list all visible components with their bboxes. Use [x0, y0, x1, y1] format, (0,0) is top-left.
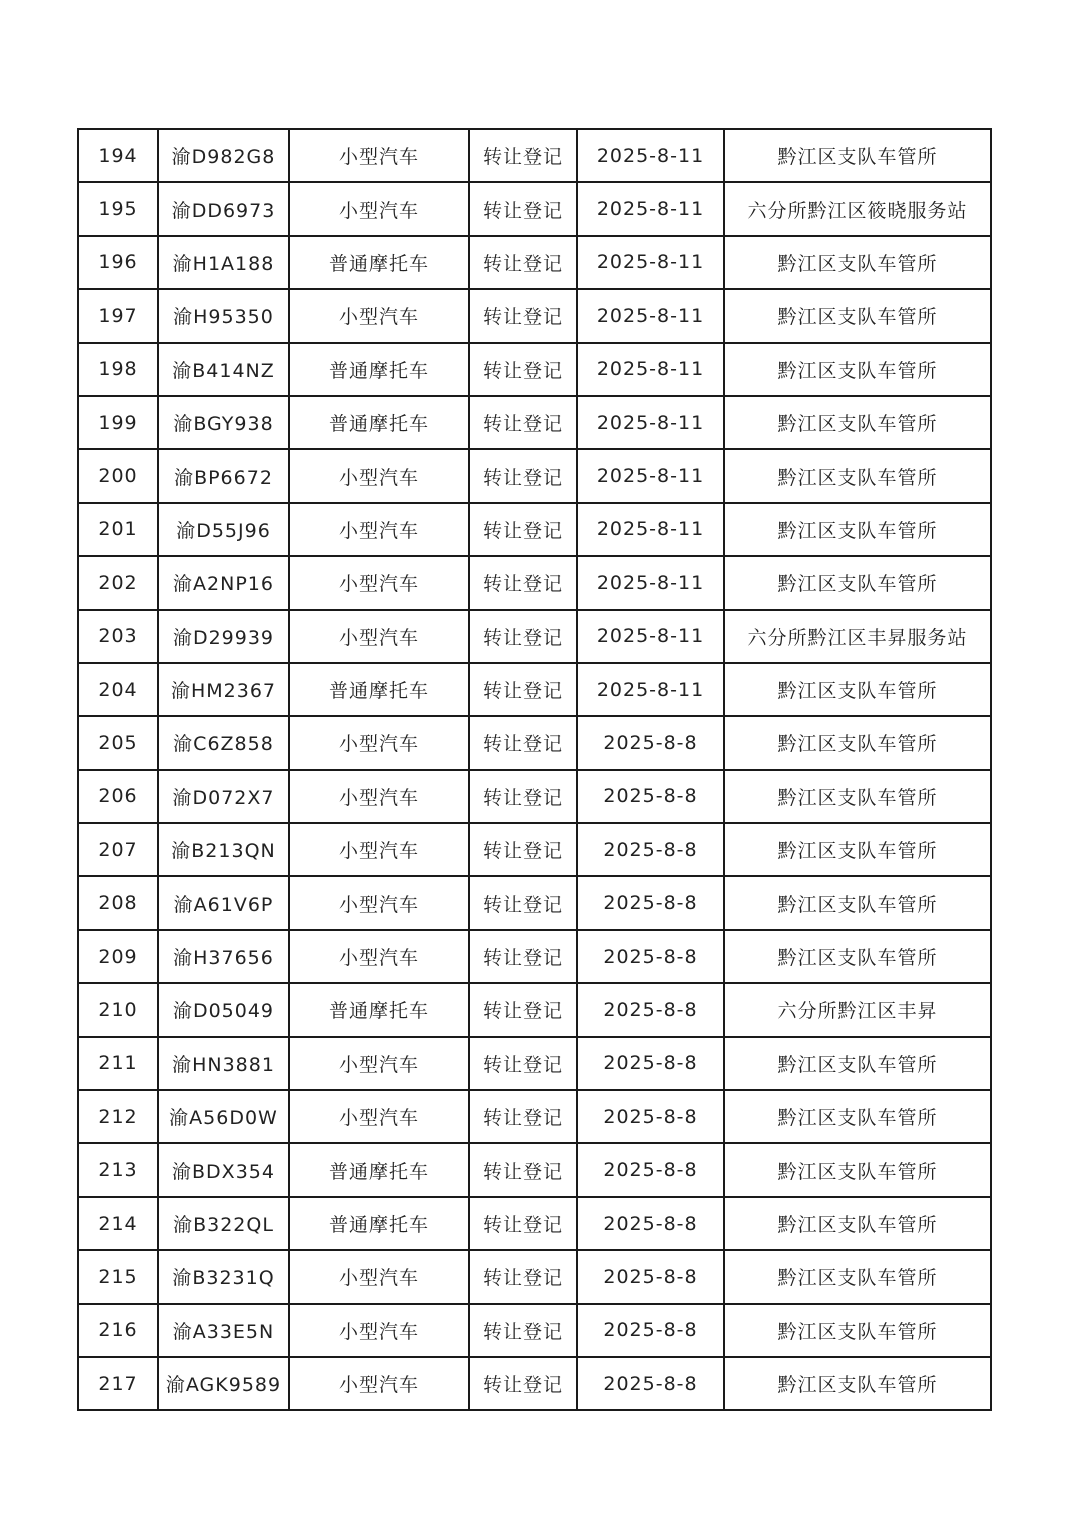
cell-business: 转让登记	[469, 1143, 577, 1196]
table-row	[78, 1197, 991, 1250]
table-body	[78, 129, 991, 1410]
cell-business: 转让登记	[469, 289, 577, 342]
cell-plate: 渝H1A188	[158, 236, 289, 289]
cell-date: 2025-8-8	[577, 876, 724, 929]
cell-plate: 渝A56D0W	[158, 1090, 289, 1143]
cell-date: 2025-8-8	[577, 1304, 724, 1357]
cell-date: 2025-8-8	[577, 823, 724, 876]
cell-business: 转让登记	[469, 876, 577, 929]
cell-date: 2025-8-8	[577, 983, 724, 1036]
table-row	[78, 1250, 991, 1303]
cell-office: 黔江区支队车管所	[724, 236, 991, 289]
cell-date: 2025-8-11	[577, 129, 724, 182]
cell-date: 2025-8-8	[577, 1090, 724, 1143]
cell-date: 2025-8-11	[577, 449, 724, 502]
table-row	[78, 983, 991, 1036]
cell-business: 转让登记	[469, 236, 577, 289]
cell-business: 转让登记	[469, 182, 577, 235]
cell-vehicle-type: 小型汽车	[289, 556, 469, 609]
table-row	[78, 1090, 991, 1143]
cell-office: 黔江区支队车管所	[724, 663, 991, 716]
cell-office: 黔江区支队车管所	[724, 930, 991, 983]
cell-no: 204	[78, 663, 158, 716]
cell-no: 195	[78, 182, 158, 235]
cell-no: 217	[78, 1357, 158, 1410]
cell-vehicle-type: 小型汽车	[289, 1357, 469, 1410]
cell-date: 2025-8-11	[577, 343, 724, 396]
cell-business: 转让登记	[469, 1250, 577, 1303]
cell-business: 转让登记	[469, 1304, 577, 1357]
cell-date: 2025-8-11	[577, 396, 724, 449]
table-row	[78, 449, 991, 502]
cell-vehicle-type: 普通摩托车	[289, 1143, 469, 1196]
cell-no: 210	[78, 983, 158, 1036]
cell-plate: 渝D29939	[158, 610, 289, 663]
cell-no: 194	[78, 129, 158, 182]
cell-date: 2025-8-8	[577, 1197, 724, 1250]
cell-date: 2025-8-8	[577, 716, 724, 769]
cell-business: 转让登记	[469, 770, 577, 823]
cell-office: 黔江区支队车管所	[724, 289, 991, 342]
cell-plate: 渝C6Z858	[158, 716, 289, 769]
cell-office: 黔江区支队车管所	[724, 503, 991, 556]
cell-business: 转让登记	[469, 1037, 577, 1090]
cell-no: 205	[78, 716, 158, 769]
vehicle-registration-table	[77, 128, 992, 1411]
cell-no: 201	[78, 503, 158, 556]
table-row	[78, 610, 991, 663]
cell-no: 208	[78, 876, 158, 929]
cell-office: 黔江区支队车管所	[724, 1037, 991, 1090]
cell-office: 黔江区支队车管所	[724, 823, 991, 876]
cell-plate: 渝D982G8	[158, 129, 289, 182]
cell-no: 198	[78, 343, 158, 396]
cell-plate: 渝HN3881	[158, 1037, 289, 1090]
cell-no: 215	[78, 1250, 158, 1303]
cell-plate: 渝HM2367	[158, 663, 289, 716]
cell-office: 黔江区支队车管所	[724, 396, 991, 449]
cell-vehicle-type: 普通摩托车	[289, 983, 469, 1036]
cell-office: 六分所黔江区筱晓服务站	[724, 182, 991, 235]
cell-business: 转让登记	[469, 556, 577, 609]
cell-plate: 渝D55J96	[158, 503, 289, 556]
cell-no: 199	[78, 396, 158, 449]
cell-date: 2025-8-8	[577, 1357, 724, 1410]
table-row	[78, 236, 991, 289]
cell-no: 200	[78, 449, 158, 502]
cell-no: 202	[78, 556, 158, 609]
cell-vehicle-type: 普通摩托车	[289, 396, 469, 449]
cell-business: 转让登记	[469, 1090, 577, 1143]
cell-office: 黔江区支队车管所	[724, 1197, 991, 1250]
cell-business: 转让登记	[469, 129, 577, 182]
cell-vehicle-type: 普通摩托车	[289, 343, 469, 396]
cell-no: 213	[78, 1143, 158, 1196]
cell-date: 2025-8-11	[577, 182, 724, 235]
cell-plate: 渝BP6672	[158, 449, 289, 502]
table-row	[78, 930, 991, 983]
table-row	[78, 1357, 991, 1410]
table-row	[78, 1304, 991, 1357]
cell-office: 黔江区支队车管所	[724, 343, 991, 396]
cell-plate: 渝B322QL	[158, 1197, 289, 1250]
cell-office: 黔江区支队车管所	[724, 1090, 991, 1143]
cell-plate: 渝DD6973	[158, 182, 289, 235]
cell-plate: 渝A61V6P	[158, 876, 289, 929]
cell-office: 黔江区支队车管所	[724, 1357, 991, 1410]
table-row	[78, 396, 991, 449]
table-row	[78, 503, 991, 556]
table-row	[78, 876, 991, 929]
cell-plate: 渝B213QN	[158, 823, 289, 876]
cell-plate: 渝BDX354	[158, 1143, 289, 1196]
cell-plate: 渝B3231Q	[158, 1250, 289, 1303]
table-row	[78, 182, 991, 235]
table-row	[78, 823, 991, 876]
cell-vehicle-type: 小型汽车	[289, 1304, 469, 1357]
cell-business: 转让登记	[469, 343, 577, 396]
table-row	[78, 129, 991, 182]
cell-business: 转让登记	[469, 1357, 577, 1410]
cell-business: 转让登记	[469, 983, 577, 1036]
table-row	[78, 556, 991, 609]
cell-date: 2025-8-11	[577, 610, 724, 663]
cell-vehicle-type: 普通摩托车	[289, 236, 469, 289]
cell-vehicle-type: 小型汽车	[289, 129, 469, 182]
cell-vehicle-type: 小型汽车	[289, 1037, 469, 1090]
cell-date: 2025-8-11	[577, 663, 724, 716]
cell-office: 黔江区支队车管所	[724, 1143, 991, 1196]
cell-vehicle-type: 小型汽车	[289, 716, 469, 769]
cell-business: 转让登记	[469, 1197, 577, 1250]
cell-business: 转让登记	[469, 663, 577, 716]
cell-business: 转让登记	[469, 610, 577, 663]
cell-vehicle-type: 小型汽车	[289, 823, 469, 876]
cell-office: 六分所黔江区丰昇服务站	[724, 610, 991, 663]
cell-vehicle-type: 小型汽车	[289, 503, 469, 556]
cell-plate: 渝AGK9589	[158, 1357, 289, 1410]
table-row	[78, 770, 991, 823]
table-row	[78, 716, 991, 769]
cell-plate: 渝D072X7	[158, 770, 289, 823]
cell-vehicle-type: 小型汽车	[289, 449, 469, 502]
cell-no: 214	[78, 1197, 158, 1250]
cell-date: 2025-8-11	[577, 289, 724, 342]
cell-no: 203	[78, 610, 158, 663]
cell-no: 212	[78, 1090, 158, 1143]
cell-no: 211	[78, 1037, 158, 1090]
table-row	[78, 1143, 991, 1196]
cell-business: 转让登记	[469, 449, 577, 502]
cell-business: 转让登记	[469, 396, 577, 449]
cell-no: 209	[78, 930, 158, 983]
table-row	[78, 289, 991, 342]
cell-vehicle-type: 小型汽车	[289, 1090, 469, 1143]
cell-business: 转让登记	[469, 823, 577, 876]
cell-plate: 渝B414NZ	[158, 343, 289, 396]
cell-plate: 渝A33E5N	[158, 1304, 289, 1357]
cell-office: 黔江区支队车管所	[724, 1250, 991, 1303]
cell-no: 216	[78, 1304, 158, 1357]
cell-no: 196	[78, 236, 158, 289]
cell-no: 207	[78, 823, 158, 876]
cell-vehicle-type: 普通摩托车	[289, 1197, 469, 1250]
cell-date: 2025-8-8	[577, 1037, 724, 1090]
cell-date: 2025-8-11	[577, 236, 724, 289]
cell-date: 2025-8-8	[577, 770, 724, 823]
cell-vehicle-type: 小型汽车	[289, 770, 469, 823]
table-row	[78, 663, 991, 716]
cell-vehicle-type: 普通摩托车	[289, 663, 469, 716]
cell-date: 2025-8-8	[577, 1250, 724, 1303]
cell-business: 转让登记	[469, 716, 577, 769]
cell-office: 六分所黔江区丰昇	[724, 983, 991, 1036]
table-row	[78, 343, 991, 396]
cell-plate: 渝D05049	[158, 983, 289, 1036]
cell-office: 黔江区支队车管所	[724, 770, 991, 823]
cell-plate: 渝BGY938	[158, 396, 289, 449]
cell-business: 转让登记	[469, 503, 577, 556]
cell-vehicle-type: 小型汽车	[289, 1250, 469, 1303]
cell-vehicle-type: 小型汽车	[289, 182, 469, 235]
table-row	[78, 1037, 991, 1090]
cell-office: 黔江区支队车管所	[724, 876, 991, 929]
cell-office: 黔江区支队车管所	[724, 449, 991, 502]
cell-office: 黔江区支队车管所	[724, 716, 991, 769]
cell-plate: 渝A2NP16	[158, 556, 289, 609]
cell-plate: 渝H37656	[158, 930, 289, 983]
cell-date: 2025-8-8	[577, 930, 724, 983]
cell-date: 2025-8-11	[577, 556, 724, 609]
cell-vehicle-type: 小型汽车	[289, 930, 469, 983]
cell-vehicle-type: 小型汽车	[289, 289, 469, 342]
cell-office: 黔江区支队车管所	[724, 1304, 991, 1357]
cell-business: 转让登记	[469, 930, 577, 983]
cell-office: 黔江区支队车管所	[724, 129, 991, 182]
cell-office: 黔江区支队车管所	[724, 556, 991, 609]
cell-date: 2025-8-11	[577, 503, 724, 556]
cell-plate: 渝H95350	[158, 289, 289, 342]
cell-vehicle-type: 小型汽车	[289, 610, 469, 663]
cell-no: 197	[78, 289, 158, 342]
cell-no: 206	[78, 770, 158, 823]
cell-vehicle-type: 小型汽车	[289, 876, 469, 929]
cell-date: 2025-8-8	[577, 1143, 724, 1196]
